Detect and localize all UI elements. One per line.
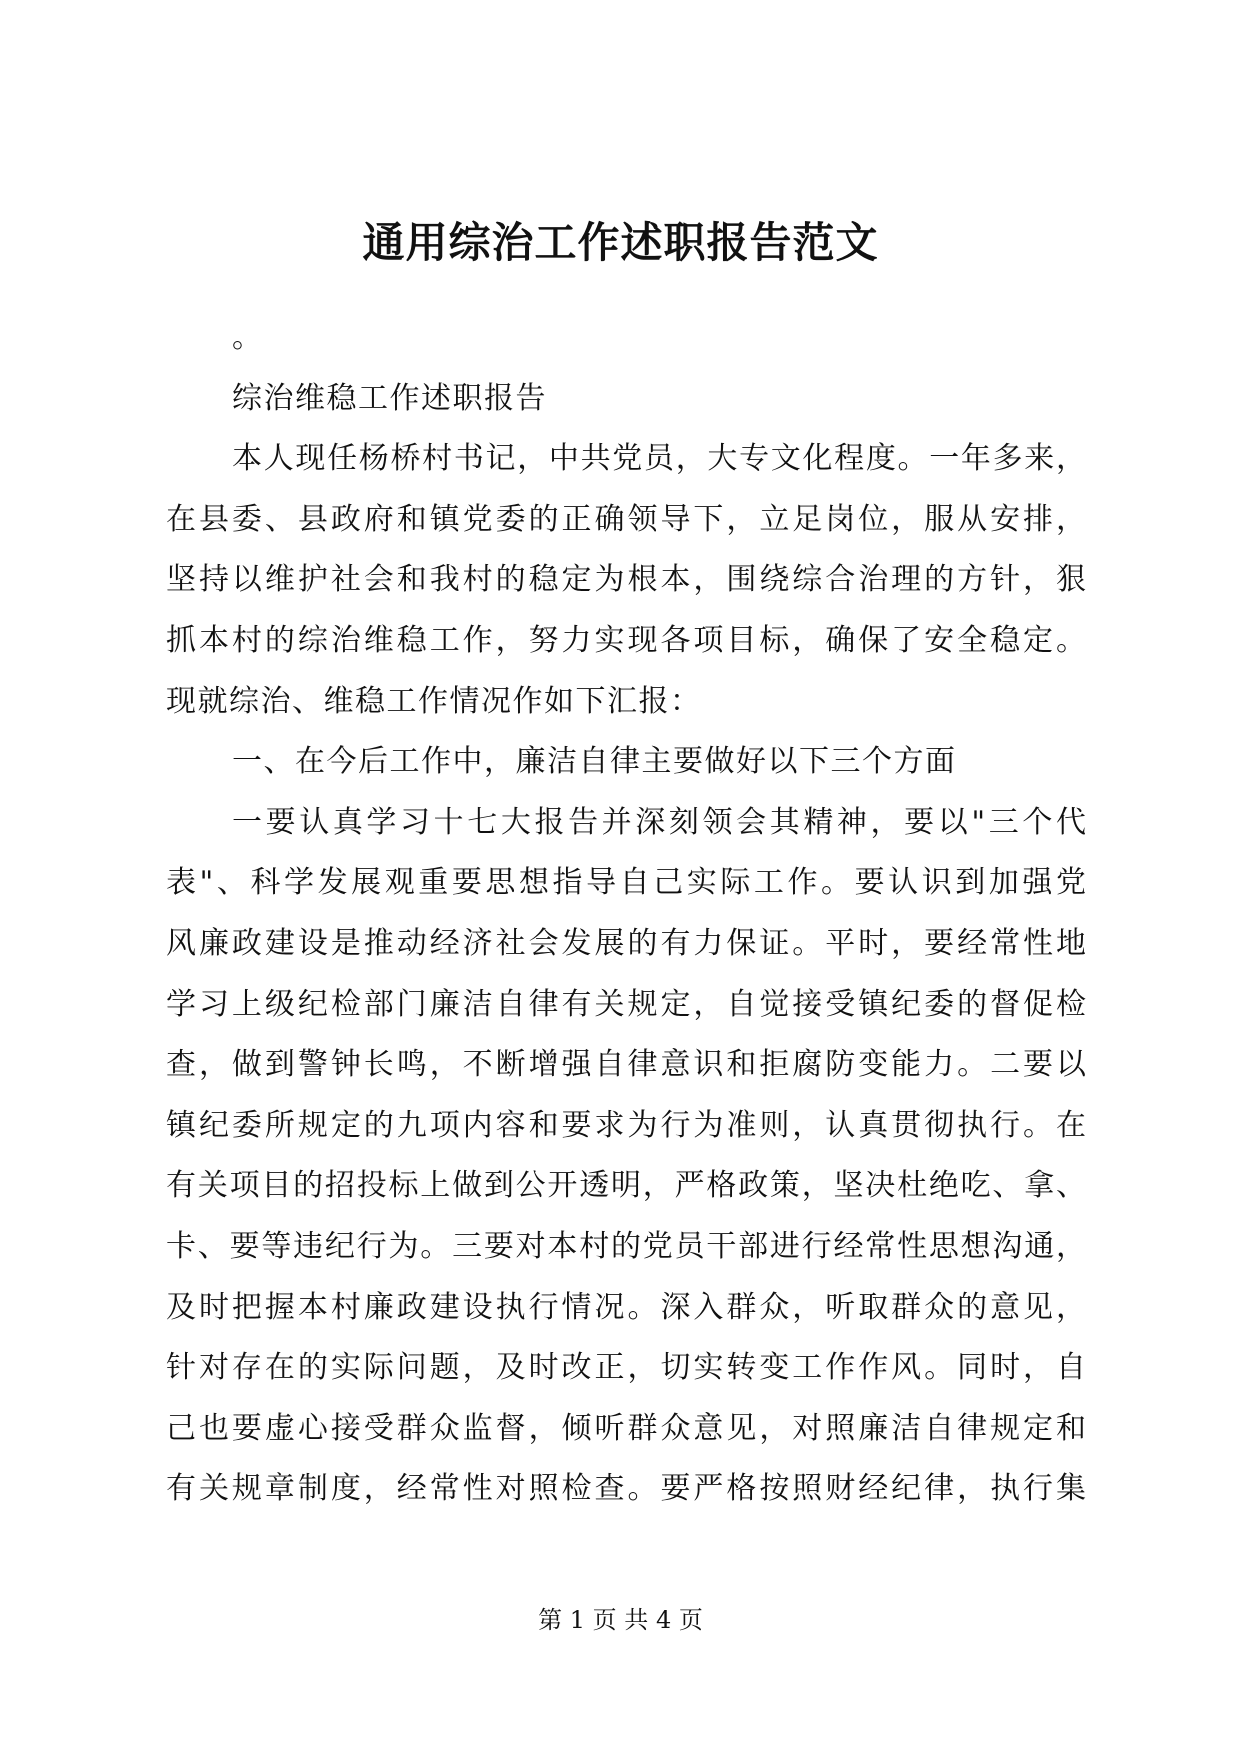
text-line: 学习上级纪检部门廉洁自律有关规定，自觉接受镇纪委的督促检 <box>166 986 1086 1022</box>
text-line: 风廉政建设是推动经济社会发展的有力保证。平时，要经常性地 <box>166 925 1086 961</box>
text-line: 坚持以维护社会和我村的稳定为根本，围绕综合治理的方针，狠 <box>166 562 1086 598</box>
text-line: 抓本村的综治维稳工作，努力实现各项目标，确保了安全稳定。 <box>166 622 1086 658</box>
document-body <box>166 308 1086 1520</box>
text-line: 本人现任杨桥村书记，中共党员，大专文化程度。一年多来， <box>232 441 1086 477</box>
text-line: 卡、要等违纪行为。三要对本村的党员干部进行经常性思想沟通， <box>166 1228 1086 1264</box>
text-line: 一要认真学习十七大报告并深刻领会其精神，要以"三个代 <box>232 804 1086 840</box>
text-line: 表"、科学发展观重要思想指导自己实际工作。要认识到加强党 <box>166 865 1086 901</box>
text-line: 镇纪委所规定的九项内容和要求为行为准则，认真贯彻执行。在 <box>166 1107 1086 1143</box>
text-line: 针对存在的实际问题，及时改正，切实转变工作作风。同时，自 <box>166 1350 1086 1386</box>
text-line: 有关规章制度，经常性对照检查。要严格按照财经纪律，执行集 <box>166 1471 1086 1507</box>
text-line: 及时把握本村廉政建设执行情况。深入群众，听取群众的意见， <box>166 1289 1086 1325</box>
text-line: 在县委、县政府和镇党委的正确领导下，立足岗位，服从安排， <box>166 501 1086 537</box>
page-number: 第 1 页 共 4 页 <box>538 1606 703 1634</box>
document-title: 通用综治工作述职报告范文 <box>362 218 879 267</box>
section-heading: 一、在今后工作中，廉洁自律主要做好以下三个方面 <box>232 744 957 780</box>
text-line: 查，做到警钟长鸣，不断增强自律意识和拒腐防变能力。二要以 <box>166 1047 1086 1083</box>
text-line: 。 <box>232 320 264 355</box>
section-heading: 综治维稳工作述职报告 <box>232 380 547 416</box>
text-line: 己也要虚心接受群众监督，倾听群众意见，对照廉洁自律规定和 <box>166 1410 1086 1446</box>
text-line: 有关项目的招投标上做到公开透明，严格政策，坚决杜绝吃、拿、 <box>166 1168 1086 1204</box>
text-line: 现就综治、维稳工作情况作如下汇报： <box>166 683 702 719</box>
